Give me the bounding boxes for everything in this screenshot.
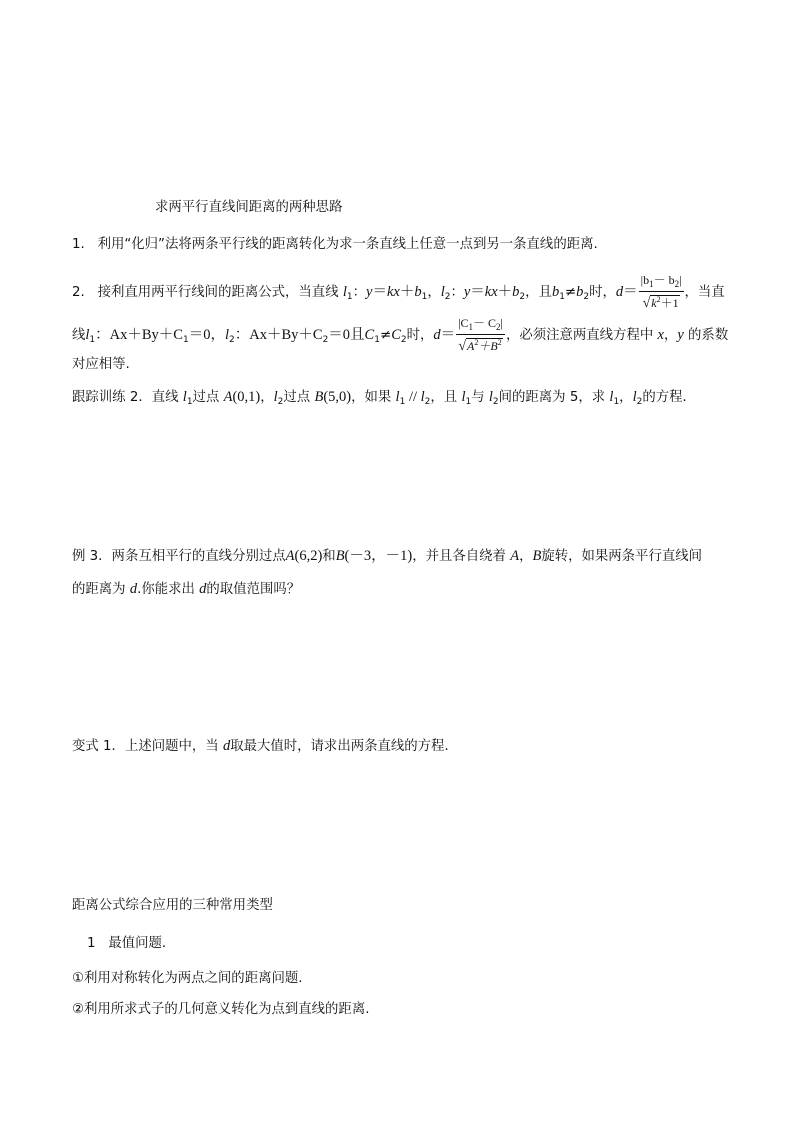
condition-prefix: ，且 xyxy=(525,285,552,300)
parallel-sign: // xyxy=(405,389,421,405)
line-l1-symbol: l xyxy=(342,284,347,300)
example-3-line-1-end: 旋转，如果两条平行直线间 xyxy=(541,549,703,564)
distance-d: d xyxy=(199,581,207,597)
distance-d: d xyxy=(433,327,441,343)
method-2-number: 2. xyxy=(72,285,85,300)
eq1-y: y xyxy=(366,284,373,300)
eq1-equals: ＝ xyxy=(372,284,387,300)
point-a: A xyxy=(510,548,520,564)
comma: ， xyxy=(260,390,274,405)
cond-b1: b xyxy=(551,284,560,300)
passes-through-2: 过点 xyxy=(283,390,311,405)
frac1-num-a: |b xyxy=(640,273,650,287)
sqrt-symbol-2: $√A^2+B^2$ xyxy=(458,338,502,354)
distance-formula-fraction-1: $\frac{|b_1- b_2|}{√k^2+1}$ xyxy=(640,273,682,311)
var-y: y xyxy=(677,327,684,343)
frac1-den-plus-one: ＋1 xyxy=(660,296,679,310)
and-text: ，且 xyxy=(430,390,458,405)
line-l2-symbol: l xyxy=(632,389,637,405)
eq2-plus: ＋ xyxy=(497,284,513,300)
frac2-den-b: ＋B xyxy=(478,339,498,353)
example-3-line-1: 例 3．两条互相平行的直线分别过点A(6,2)和B(－3，－1)，并且各自绕着 A，B旋转，如果两条平行直线间 xyxy=(72,548,703,564)
exercise-2: 跟踪训练 2．直线 $l_1$过点 A(0,1)，$l_2$过点 B(5,0)，如果 $l_1 // l_2$，且 $l_1$与 $l_2$间的距离为 5，求 $l_1$，$l_2$的方程． xyxy=(72,389,696,407)
point-b-coord: (5,0) xyxy=(323,389,352,405)
var-x: x xyxy=(657,327,664,343)
frac2-den-exp-b: 2 xyxy=(497,338,502,347)
separator: ， xyxy=(663,328,678,343)
line-l2-symbol: l xyxy=(488,389,493,405)
comma: ， xyxy=(619,390,633,405)
colon: ： xyxy=(352,285,367,300)
line2-start: 线 xyxy=(72,328,86,343)
distance-d: d xyxy=(129,581,138,597)
distance-formula-fraction-2: $\frac{|C_1- C_2|}{√A^2+B^2}$ xyxy=(458,316,503,354)
not-equal-sign: ≠ xyxy=(379,328,392,343)
section-title-parallel-distance: 求两平行直线间距离的两种思路 xyxy=(155,200,343,215)
passes-through-1: 过点 xyxy=(192,390,220,405)
item-1-text: 最值问题. xyxy=(108,936,167,951)
rotate-text: ，并且各自绕着 xyxy=(412,549,506,564)
point-a-coord: (6,2) xyxy=(294,548,323,564)
method-2-line-3: 对应相等. xyxy=(72,357,130,372)
item-1-number: 1 xyxy=(87,936,96,951)
frac1-den-exp: 2 xyxy=(656,295,661,304)
and-text: 和 xyxy=(322,549,336,564)
general-eq-1: ：Ax＋By＋C xyxy=(95,327,183,343)
method-2-intro: 接利直用两平行线间的距离公式，当直线 xyxy=(97,285,339,300)
can-you-text: .你能求出 xyxy=(137,582,195,597)
point-b: B xyxy=(532,548,542,564)
bullet-1: ①利用对称转化为两点之间的距离问题. xyxy=(72,971,303,986)
bullet-2: ②利用所求式子的几何意义转化为点到直线的距离. xyxy=(72,1002,370,1017)
not-equal-sign: ≠ xyxy=(564,285,577,300)
distance-d: d xyxy=(222,738,231,754)
eq2-b: b xyxy=(512,284,520,300)
l2-subscript: 2 xyxy=(444,292,451,302)
point-a: A xyxy=(223,389,233,405)
variant-1-label: 变式 1．上述问题中，当 xyxy=(72,739,219,754)
comma: ， xyxy=(427,285,441,300)
method-1-number: 1. xyxy=(72,237,85,252)
frac1-den-k: k xyxy=(651,296,657,310)
eq1-kx: kx xyxy=(386,284,400,300)
frac2-num-a: |C xyxy=(458,316,469,330)
equals-sign: ＝ xyxy=(440,327,456,343)
point-b: B xyxy=(335,548,345,564)
line-l2-symbol: l xyxy=(440,284,445,300)
method-2-line-1: 2. 接利直用两平行线间的距离公式，当直线 $l_1$：$y=kx+b_1$，$l_2$：$y=kx+b_2$，且$b_1\ne b_2$时，d＝ $\frac{|b_1- b_2|}{√k^2+1}$ ，当直 xyxy=(72,273,725,311)
line-l2-symbol: l xyxy=(224,327,229,343)
section-title-distance-applications: 距离公式综合应用的三种常用类型 xyxy=(72,898,273,913)
method-1 xyxy=(72,236,598,254)
end-text: 的方程． xyxy=(642,390,696,405)
point-b: B xyxy=(314,389,324,405)
if-text: ，如果 xyxy=(351,390,392,405)
line-l2-symbol: l xyxy=(273,389,278,405)
l1-subscript: 1 xyxy=(186,397,193,407)
l1-subscript: 1 xyxy=(346,292,353,302)
distance-d: d xyxy=(615,284,624,300)
point-b-coord: (－3，－1) xyxy=(344,548,413,564)
example-3-line-2 xyxy=(72,580,300,599)
exercise-2-label: 跟踪训练 2．直线 xyxy=(72,390,179,405)
method-1-text: 利用“化归”法将两条平行线的距离转化为求一条直线上任意一点到另一条直线的距离. xyxy=(97,237,598,252)
eq2-kx: kx xyxy=(484,284,498,300)
distance-is-text: 的距离为 xyxy=(72,582,126,597)
line-l1-symbol: l xyxy=(85,327,90,343)
frac1-num-b: － b xyxy=(653,273,675,287)
cond-b2: b xyxy=(576,284,584,300)
cond-c1: C xyxy=(364,327,375,343)
frac2-den-a: A xyxy=(467,339,475,353)
colon: ： xyxy=(450,285,464,300)
frac2-den-exp-a: 2 xyxy=(474,338,479,347)
frac2-num-b: － C xyxy=(473,316,497,330)
general-eq-2: ：Ax＋By＋C xyxy=(234,327,323,343)
distance-text: 间的距离为 5，求 xyxy=(498,390,606,405)
line2-tail: ，必须注意两直线方程中 xyxy=(505,328,654,343)
general-eq-1-end: ＝0， xyxy=(188,327,225,343)
point-a: A xyxy=(285,548,295,564)
eq2-y: y xyxy=(463,284,471,300)
equals-sign: ＝ xyxy=(623,284,638,300)
l2-subscript: 2 xyxy=(277,397,284,407)
variant-1 xyxy=(72,737,458,756)
method-2-line-2: 线$l_1$：$Ax+By+C_1=0$，$l_2$：$Ax+By+C_2=0$且$C_1\ne C_2$时，d＝ $\frac{|C_1- C_2|}{√A^2+B^2}$ ，必须注意两直线方程中 x，y 的系数 xyxy=(72,316,729,354)
line-l1-symbol: l xyxy=(609,389,614,405)
line2-end: 的系数 xyxy=(688,328,729,343)
with-text: 与 xyxy=(471,390,485,405)
range-question: 的取值范围吗？ xyxy=(206,582,301,597)
eq2-equals: ＝ xyxy=(470,284,485,300)
method-2-tail: ，当直 xyxy=(684,285,725,300)
line-l2-symbol: l xyxy=(420,389,425,405)
item-1 xyxy=(87,935,166,953)
variant-1-question: 取最大值时，请求出两条直线的方程． xyxy=(230,739,458,754)
eq1-plus: ＋ xyxy=(399,284,415,300)
eq1-b: b xyxy=(414,284,422,300)
general-eq-2-end: ＝0且 xyxy=(328,327,365,343)
frac2-num-c: | xyxy=(500,316,503,330)
frac1-num-c: | xyxy=(679,273,682,287)
line-l1-symbol: l xyxy=(395,389,400,405)
point-a-coord: (0,1) xyxy=(232,389,261,405)
example-3-label: 例 3．两条互相平行的直线分别过点 xyxy=(72,549,286,564)
cond-c2: C xyxy=(391,327,401,343)
condition-suffix: 时， xyxy=(589,285,616,300)
line-l1-symbol: l xyxy=(182,389,187,405)
line-l1-symbol: l xyxy=(461,389,466,405)
condition-when: 时， xyxy=(406,328,434,343)
sqrt-symbol-1: $√k^2+1$ xyxy=(642,295,679,311)
